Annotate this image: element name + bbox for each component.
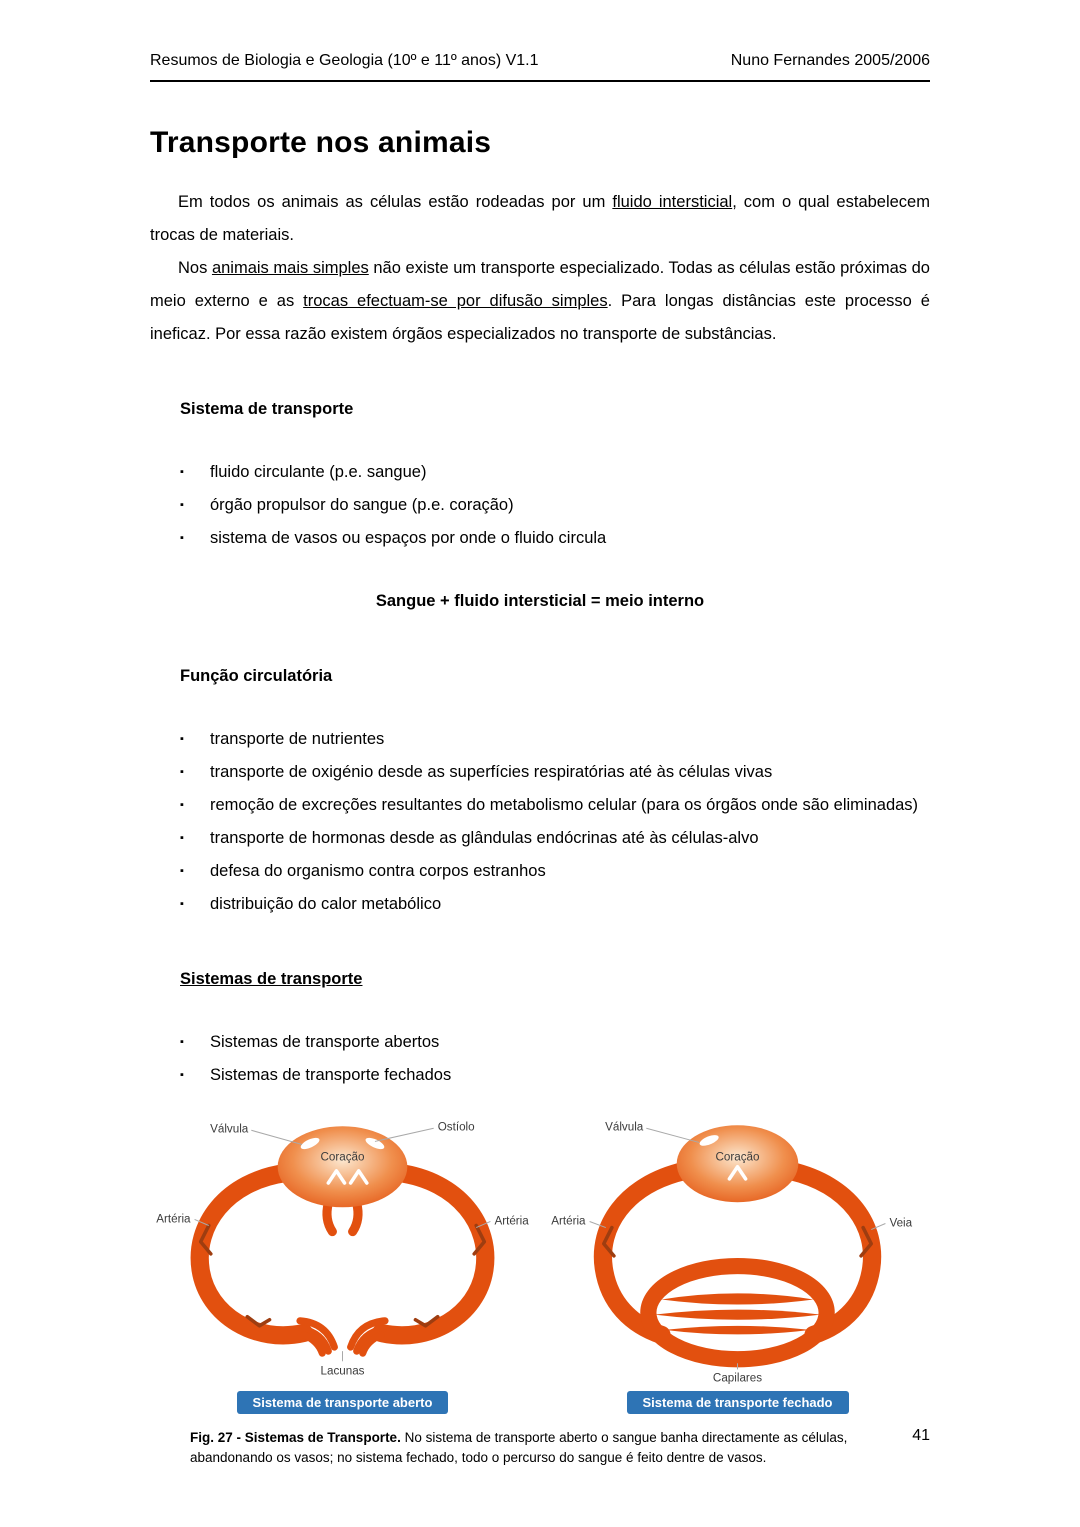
list-item-text: sistema de vasos ou espaços por onde o fluido circula (210, 529, 607, 547)
list-item (180, 855, 930, 888)
list-item-text: transporte de nutrientes (210, 730, 385, 748)
closed-label-capilares: Capilares (712, 1371, 763, 1385)
bullet-square-icon: ▪ (180, 799, 184, 811)
list-item-text: fluido circulante (p.e. sangue) (210, 463, 427, 481)
open-label-valvula: Válvula (210, 1122, 249, 1136)
bullet-square-icon: ▪ (180, 832, 184, 844)
list-item-text: distribuição do calor metabólico (210, 895, 442, 913)
closed-heart-shape (677, 1125, 799, 1202)
open-label-coracao: Coração (320, 1150, 365, 1164)
bullet-square-icon: ▪ (180, 1036, 184, 1048)
open-label-ostiolo: Ostíolo (437, 1120, 475, 1134)
list-item (180, 789, 930, 822)
equation-line: Sangue + fluido intersticial = meio interno (375, 592, 705, 610)
list-item (180, 756, 930, 789)
open-label-arteria-left: Artéria (156, 1212, 191, 1226)
figure-caption (190, 1428, 890, 1468)
header-left-text: Resumos de Biologia e Geologia (10º e 11º anos) V1.1 (150, 52, 539, 69)
list-item-text: órgão propulsor do sangue (p.e. coração) (210, 496, 514, 514)
underlined-text: fluido intersticial (612, 193, 733, 211)
open-label-lacunas: Lacunas (320, 1364, 365, 1378)
list-item-text: Sistemas de transporte fechados (210, 1066, 452, 1084)
bullet-square-icon: ▪ (180, 466, 184, 478)
bullet-square-icon: ▪ (180, 1069, 184, 1081)
closed-label-valvula: Válvula (605, 1120, 644, 1134)
list-item (180, 456, 930, 489)
figure-caption-bold: Fig. 27 - Sistemas de Transporte. (190, 1429, 401, 1445)
closed-system-badge: Sistema de transporte fechado (627, 1391, 849, 1414)
header-right-text: Nuno Fernandes 2005/2006 (730, 52, 930, 69)
bullet-square-icon: ▪ (180, 865, 184, 877)
list-item-text: transporte de oxigénio desde as superfícies respiratórias até às células vivas (210, 763, 773, 781)
bullet-list-sistemas (180, 1026, 930, 1092)
figure-caption-text: No sistema de transporte aberto o sangue banha directamente as células, abandonando os vasos; no sistema fechado, todo o percurso do sangue é feito dentre de vasos. (190, 1429, 848, 1465)
text-run: não existe um transporte especializado. Todas as células estão próximas do meio externo e as (150, 259, 930, 310)
list-item (180, 822, 930, 855)
intro-paragraph-2 (150, 252, 930, 351)
text-run: . Para longas distâncias este processo é ineficaz. Por essa razão existem órgãos especializados no transporte de substâncias. (150, 292, 930, 343)
text-run: , com o qual estabelecem trocas de materiais. (150, 193, 930, 244)
page-header (150, 52, 930, 82)
list-item (180, 888, 930, 921)
figure-27 (150, 1108, 930, 1414)
closed-label-veia: Veia (889, 1216, 913, 1230)
closed-label-arteria: Artéria (551, 1214, 586, 1228)
bullet-square-icon: ▪ (180, 733, 184, 745)
heading-sistemas-de-transporte: Sistemas de transporte (180, 970, 363, 988)
page-number: 41 (912, 1427, 930, 1444)
closed-label-coracao: Coração (715, 1150, 760, 1164)
list-item-text: remoção de excreções resultantes do metabolismo celular (para os órgãos onde são eliminadas) (210, 796, 919, 814)
list-item (180, 1059, 930, 1092)
underlined-text: trocas efectuam-se por difusão simples (303, 292, 608, 310)
intro-paragraph-1 (150, 186, 930, 252)
bullet-square-icon: ▪ (180, 532, 184, 544)
list-item (180, 522, 930, 555)
closed-circulatory-diagram (545, 1108, 930, 1387)
list-item-text: Sistemas de transporte abertos (210, 1033, 440, 1051)
bullet-list-funcao (180, 723, 930, 921)
list-item-text: transporte de hormonas desde as glândulas endócrinas até às células-alvo (210, 829, 759, 847)
bullet-square-icon: ▪ (180, 766, 184, 778)
text-run: Em todos os animais as células estão rodeadas por um (178, 193, 613, 211)
open-system-badge: Sistema de transporte aberto (237, 1391, 449, 1414)
underlined-text: animais mais simples (211, 259, 369, 277)
list-item (180, 489, 930, 522)
bullet-square-icon: ▪ (180, 898, 184, 910)
closed-system-column (545, 1108, 930, 1414)
heading-sistema-de-transporte: Sistema de transporte (180, 400, 354, 418)
list-item (180, 1026, 930, 1059)
open-system-column (150, 1108, 535, 1414)
open-label-arteria-right: Artéria (494, 1214, 529, 1228)
list-item-text: defesa do organismo contra corpos estranhos (210, 862, 546, 880)
bullet-list-sistema (180, 456, 930, 555)
bullet-square-icon: ▪ (180, 499, 184, 511)
page-title: Transporte nos animais (150, 126, 492, 159)
list-item (180, 723, 930, 756)
heading-funcao-circulatoria: Função circulatória (180, 667, 333, 685)
open-circulatory-diagram (150, 1108, 535, 1387)
text-run: Nos (178, 259, 212, 277)
